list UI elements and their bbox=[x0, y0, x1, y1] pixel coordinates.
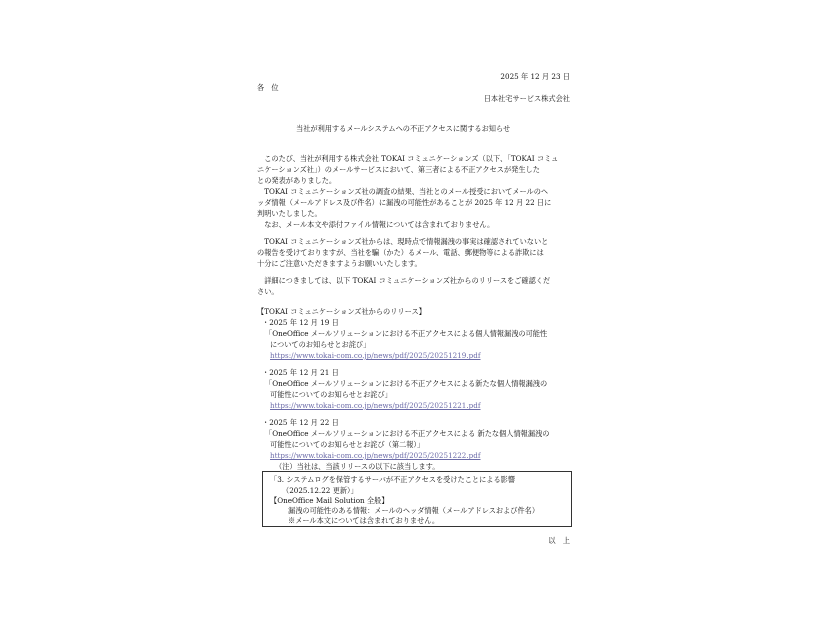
releases-heading: 【TOKAI コミュニケーションズ社からのリリース】 bbox=[257, 307, 426, 316]
body-line: ニケーションズ社」）のメールサービスにおいて、第三者による不正アクセスが発生した bbox=[257, 165, 540, 174]
excerpt-line: （2025.12.22 更新）」 bbox=[282, 486, 358, 495]
issue-date: 2025 年 12 月 23 日 bbox=[500, 72, 570, 81]
body-line: TOKAI コミュニケーションズ社の調査の結果、当社とのメール授受においてメールのヘ bbox=[257, 187, 549, 196]
excerpt-line: ※メール本文については含まれておりません。 bbox=[288, 516, 440, 525]
release-title: 「OneOffice メールソリューションにおける不正アクセスによる新たな個人情報漏洩の bbox=[265, 379, 548, 388]
release-note: （注）当社は、当該リリースの以下に該当します。 bbox=[275, 462, 440, 471]
release-date: ・2025 年 12 月 19 日 bbox=[262, 318, 339, 327]
body-line: の報告を受けておりますが、当社を騙（かた）るメール、電話、郵便物等による詐欺には bbox=[257, 248, 544, 257]
body-line: このたび、当社が利用する株式会社 TOKAI コミュニケーションズ（以下、「TOKAI コミュ bbox=[257, 154, 559, 163]
release-link[interactable]: https://www.tokai-com.co.jp/news/pdf/2025/20251221.pdf bbox=[270, 401, 481, 410]
body-line: TOKAI コミュニケーションズ社からは、現時点で情報漏洩の事実は確認されていないと bbox=[257, 237, 549, 246]
release-link[interactable]: https://www.tokai-com.co.jp/news/pdf/2025/20251219.pdf bbox=[270, 351, 481, 360]
release-date: ・2025 年 12 月 21 日 bbox=[262, 368, 339, 377]
release-title: 可能性についてのお知らせとお詫び（第二報）」 bbox=[270, 440, 425, 449]
body-line: との発表がありました。 bbox=[257, 176, 337, 185]
release-link[interactable]: https://www.tokai-com.co.jp/news/pdf/2025/20251222.pdf bbox=[270, 451, 481, 460]
closing-mark: 以 上 bbox=[548, 536, 570, 545]
addressee: 各 位 bbox=[257, 83, 279, 92]
excerpt-line: 「3. システムログを保管するサーバが不正アクセスを受けたことによる影響 bbox=[270, 475, 516, 484]
body-line: さい。 bbox=[257, 287, 279, 296]
excerpt-line: 【OneOffice Mail Solution 全般】 bbox=[270, 496, 389, 505]
release-title: 「OneOffice メールソリューションにおける不正アクセスによる 新たな個人情報漏洩の bbox=[265, 429, 550, 438]
body-line: なお、メール本文や添付ファイル情報については含まれておりません。 bbox=[257, 220, 495, 229]
release-title: 「OneOffice メールソリューションにおける不正アクセスによる個人情報漏洩の可能性 bbox=[265, 329, 548, 338]
sender-company: 日本社宅サービス株式会社 bbox=[483, 94, 570, 103]
excerpt-line: 漏洩の可能性のある情報：メールのヘッダ情報（メールアドレスおよび件名） bbox=[288, 506, 540, 515]
page-title: 当社が利用するメールシステムへの不正アクセスに関するお知らせ bbox=[296, 124, 511, 133]
body-line: 十分にご注意いただきますようお願いいたします。 bbox=[257, 259, 422, 268]
body-line: 詳細につきましては、以下 TOKAI コミュニケーションズ社からのリリースをご確認くだ bbox=[257, 276, 551, 285]
release-date: ・2025 年 12 月 22 日 bbox=[262, 418, 339, 427]
body-line: 判明いたしました。 bbox=[257, 209, 322, 218]
release-title: についてのお知らせとお詫び」 bbox=[270, 340, 371, 349]
release-title: 可能性についてのお知らせとお詫び」 bbox=[270, 390, 392, 399]
body-line: ッダ情報（メールアドレス及び件名）に漏洩の可能性があることが 2025 年 12 月 22 日に bbox=[257, 198, 552, 207]
